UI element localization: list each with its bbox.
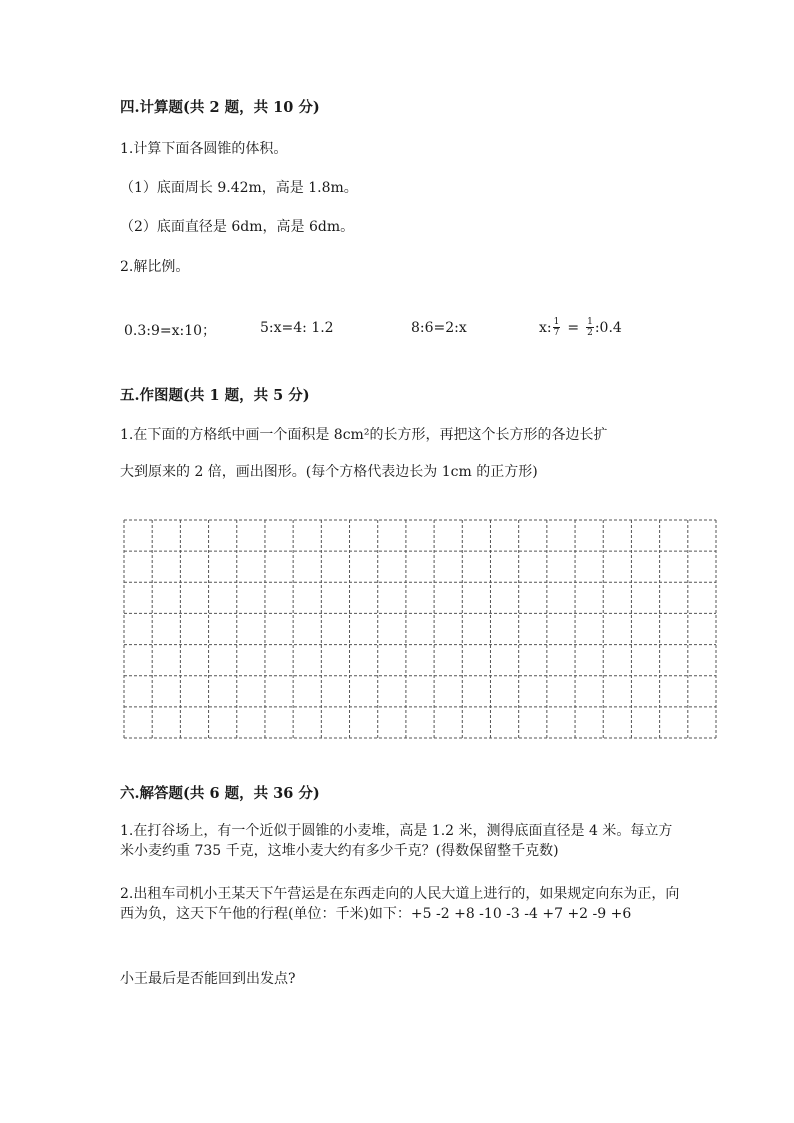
- equation-2: 5:x=4: 1.2: [260, 320, 334, 336]
- grid-paper[interactable]: [123, 519, 717, 743]
- section5-q1-line1: 1.在下面的方格纸中画一个面积是 8cm²的长方形，再把这个长方形的各边长扩: [120, 427, 608, 443]
- fraction-1-denominator: 7: [553, 328, 560, 338]
- section6-heading: 六.解答题(共 6 题，共 36 分): [120, 785, 320, 802]
- equation-4: [539, 317, 622, 338]
- equation-4-lead: x:: [539, 319, 552, 336]
- section5-q1-line2: 大到原来的 2 倍，画出图形。(每个方格代表边长为 1cm 的正方形): [120, 464, 538, 480]
- section6-q2-followup: 小王最后是否能回到出发点?: [120, 971, 296, 987]
- equation-4-tail: :0.4: [594, 319, 622, 336]
- section4-q1-prompt: 1.计算下面各圆锥的体积。: [120, 141, 288, 157]
- section5-heading: 五.作图题(共 1 题，共 5 分): [120, 387, 310, 404]
- fraction-2-denominator: 2: [587, 328, 593, 338]
- section6-q1: 1.在打谷场上，有一个近似于圆锥的小麦堆，高是 1.2 米，测得底面直径是 4 米。每立方米小麦约重 735 千克，这堆小麦大约有多少千克？(得数保留整千克数): [120, 823, 673, 859]
- grid-lines: [123, 519, 717, 739]
- equation-3: 8:6=2:x: [411, 320, 467, 336]
- fraction-2-numerator: 1: [587, 317, 593, 327]
- fraction-one-seventh: [553, 317, 561, 338]
- equation-1: 0.3:9=x:10；: [124, 323, 217, 339]
- equation-4-equals: =: [567, 319, 580, 336]
- section4-heading: 四.计算题(共 2 题，共 10 分): [120, 99, 320, 116]
- section4-q1-part1: （1）底面周长 9.42m，高是 1.8m。: [120, 180, 358, 196]
- section4-q1-part2: （2）底面直径是 6dm，高是 6dm。: [120, 219, 355, 235]
- fraction-1-numerator: 1: [553, 317, 560, 327]
- fraction-one-half: [586, 317, 594, 338]
- section4-q2-prompt: 2.解比例。: [120, 259, 190, 275]
- section6-q2: 2.出租车司机小王某天下午营运是在东西走向的人民大道上进行的，如果规定向东为正，向西为负，这天下午他的行程(单位：千米)如下：+5 -2 +8 -10 -3 -4 +7 +2 -9 +6: [120, 886, 680, 922]
